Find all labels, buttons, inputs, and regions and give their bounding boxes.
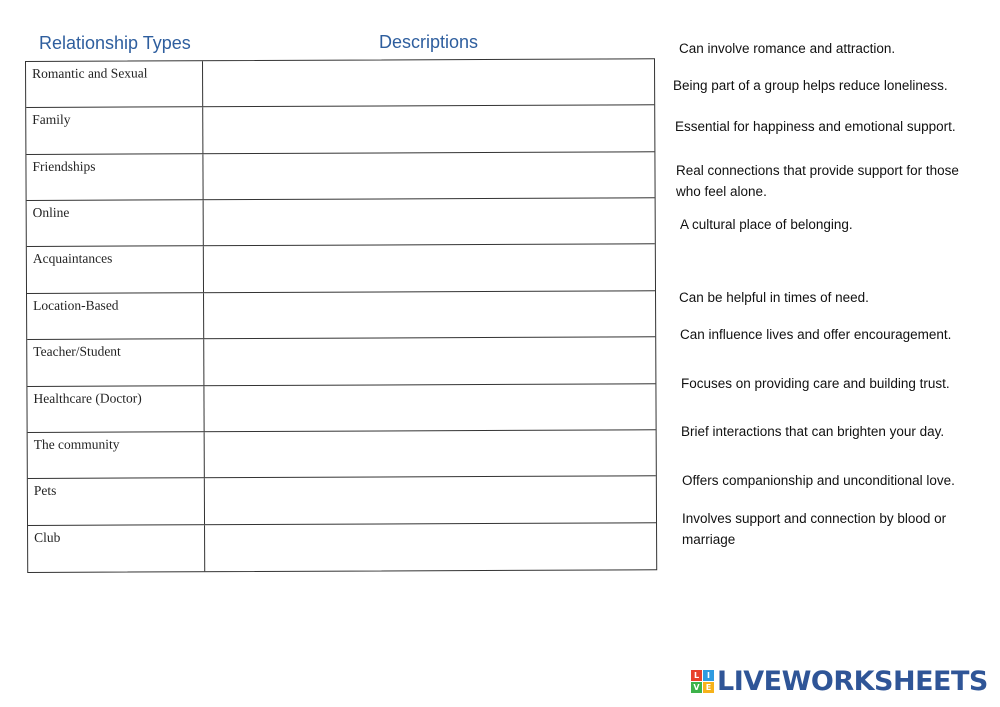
table-row (26, 106, 654, 155)
description-drop-zone[interactable] (204, 337, 655, 384)
relationship-type-cell: Romantic and Sexual (26, 61, 203, 107)
logo-mark-letter: I (703, 670, 714, 681)
relationship-type-cell: Pets (28, 478, 205, 524)
table-row (26, 59, 654, 108)
table-row (27, 291, 655, 340)
description-drop-zone[interactable] (204, 384, 655, 431)
description-drop-zone[interactable] (205, 523, 656, 571)
draggable-description[interactable]: Can influence lives and offer encouragement. (680, 327, 952, 342)
description-drop-zone[interactable] (204, 291, 655, 338)
logo-mark-letter: L (691, 670, 702, 681)
draggable-description[interactable]: Offers companionship and unconditional love. (682, 473, 955, 488)
draggable-description[interactable]: Focuses on providing care and building trust. (681, 376, 950, 391)
table-row (27, 245, 655, 294)
table-row (27, 337, 655, 386)
description-drop-zone[interactable] (203, 152, 654, 199)
relationship-type-cell: Friendships (26, 154, 203, 200)
description-drop-zone[interactable] (205, 476, 656, 523)
descriptions-header: Descriptions (379, 32, 479, 52)
live-mark-icon (691, 670, 714, 693)
relationship-type-cell: Teacher/Student (27, 339, 204, 385)
logo-mark-letter: V (691, 682, 702, 693)
relationship-type-cell: Acquaintances (27, 247, 204, 293)
relationship-type-cell: Club (28, 525, 205, 572)
draggable-description[interactable]: Essential for happiness and emotional support. (675, 119, 956, 134)
relationship-type-cell: Online (27, 200, 204, 246)
draggable-description[interactable]: Can be helpful in times of need. (679, 290, 869, 305)
table-row (28, 476, 656, 525)
matching-table (25, 58, 657, 573)
draggable-description[interactable]: Can involve romance and attraction. (679, 41, 896, 56)
table-row (28, 523, 656, 572)
relationship-type-cell: The community (28, 432, 205, 478)
liveworksheets-logo (691, 664, 988, 698)
logo-mark-letter: E (703, 682, 714, 693)
description-drop-zone[interactable] (203, 59, 654, 106)
draggable-description[interactable]: Real connections that provide support for those who feel alone. (676, 163, 959, 199)
draggable-description[interactable]: Being part of a group helps reduce loneliness. (673, 78, 948, 93)
relationship-type-cell: Location-Based (27, 293, 204, 339)
relationship-type-cell: Family (26, 108, 203, 154)
draggable-description[interactable]: A cultural place of belonging. (680, 217, 853, 232)
relationship-types-header: Relationship Types (39, 33, 191, 53)
relationship-type-cell: Healthcare (Doctor) (27, 386, 204, 432)
description-drop-zone[interactable] (204, 245, 655, 292)
draggable-description[interactable]: Brief interactions that can brighten your day. (681, 424, 945, 439)
description-drop-zone[interactable] (203, 106, 654, 153)
description-drop-zone[interactable] (205, 430, 656, 477)
table-row (28, 430, 656, 479)
logo-wordmark: LIVEWORKSHEETS (717, 665, 988, 697)
table-row (27, 384, 655, 433)
draggable-description[interactable]: Involves support and connection by blood or marriage (682, 511, 947, 547)
description-drop-zone[interactable] (204, 198, 655, 245)
table-row (26, 152, 654, 201)
table-row (27, 198, 655, 247)
